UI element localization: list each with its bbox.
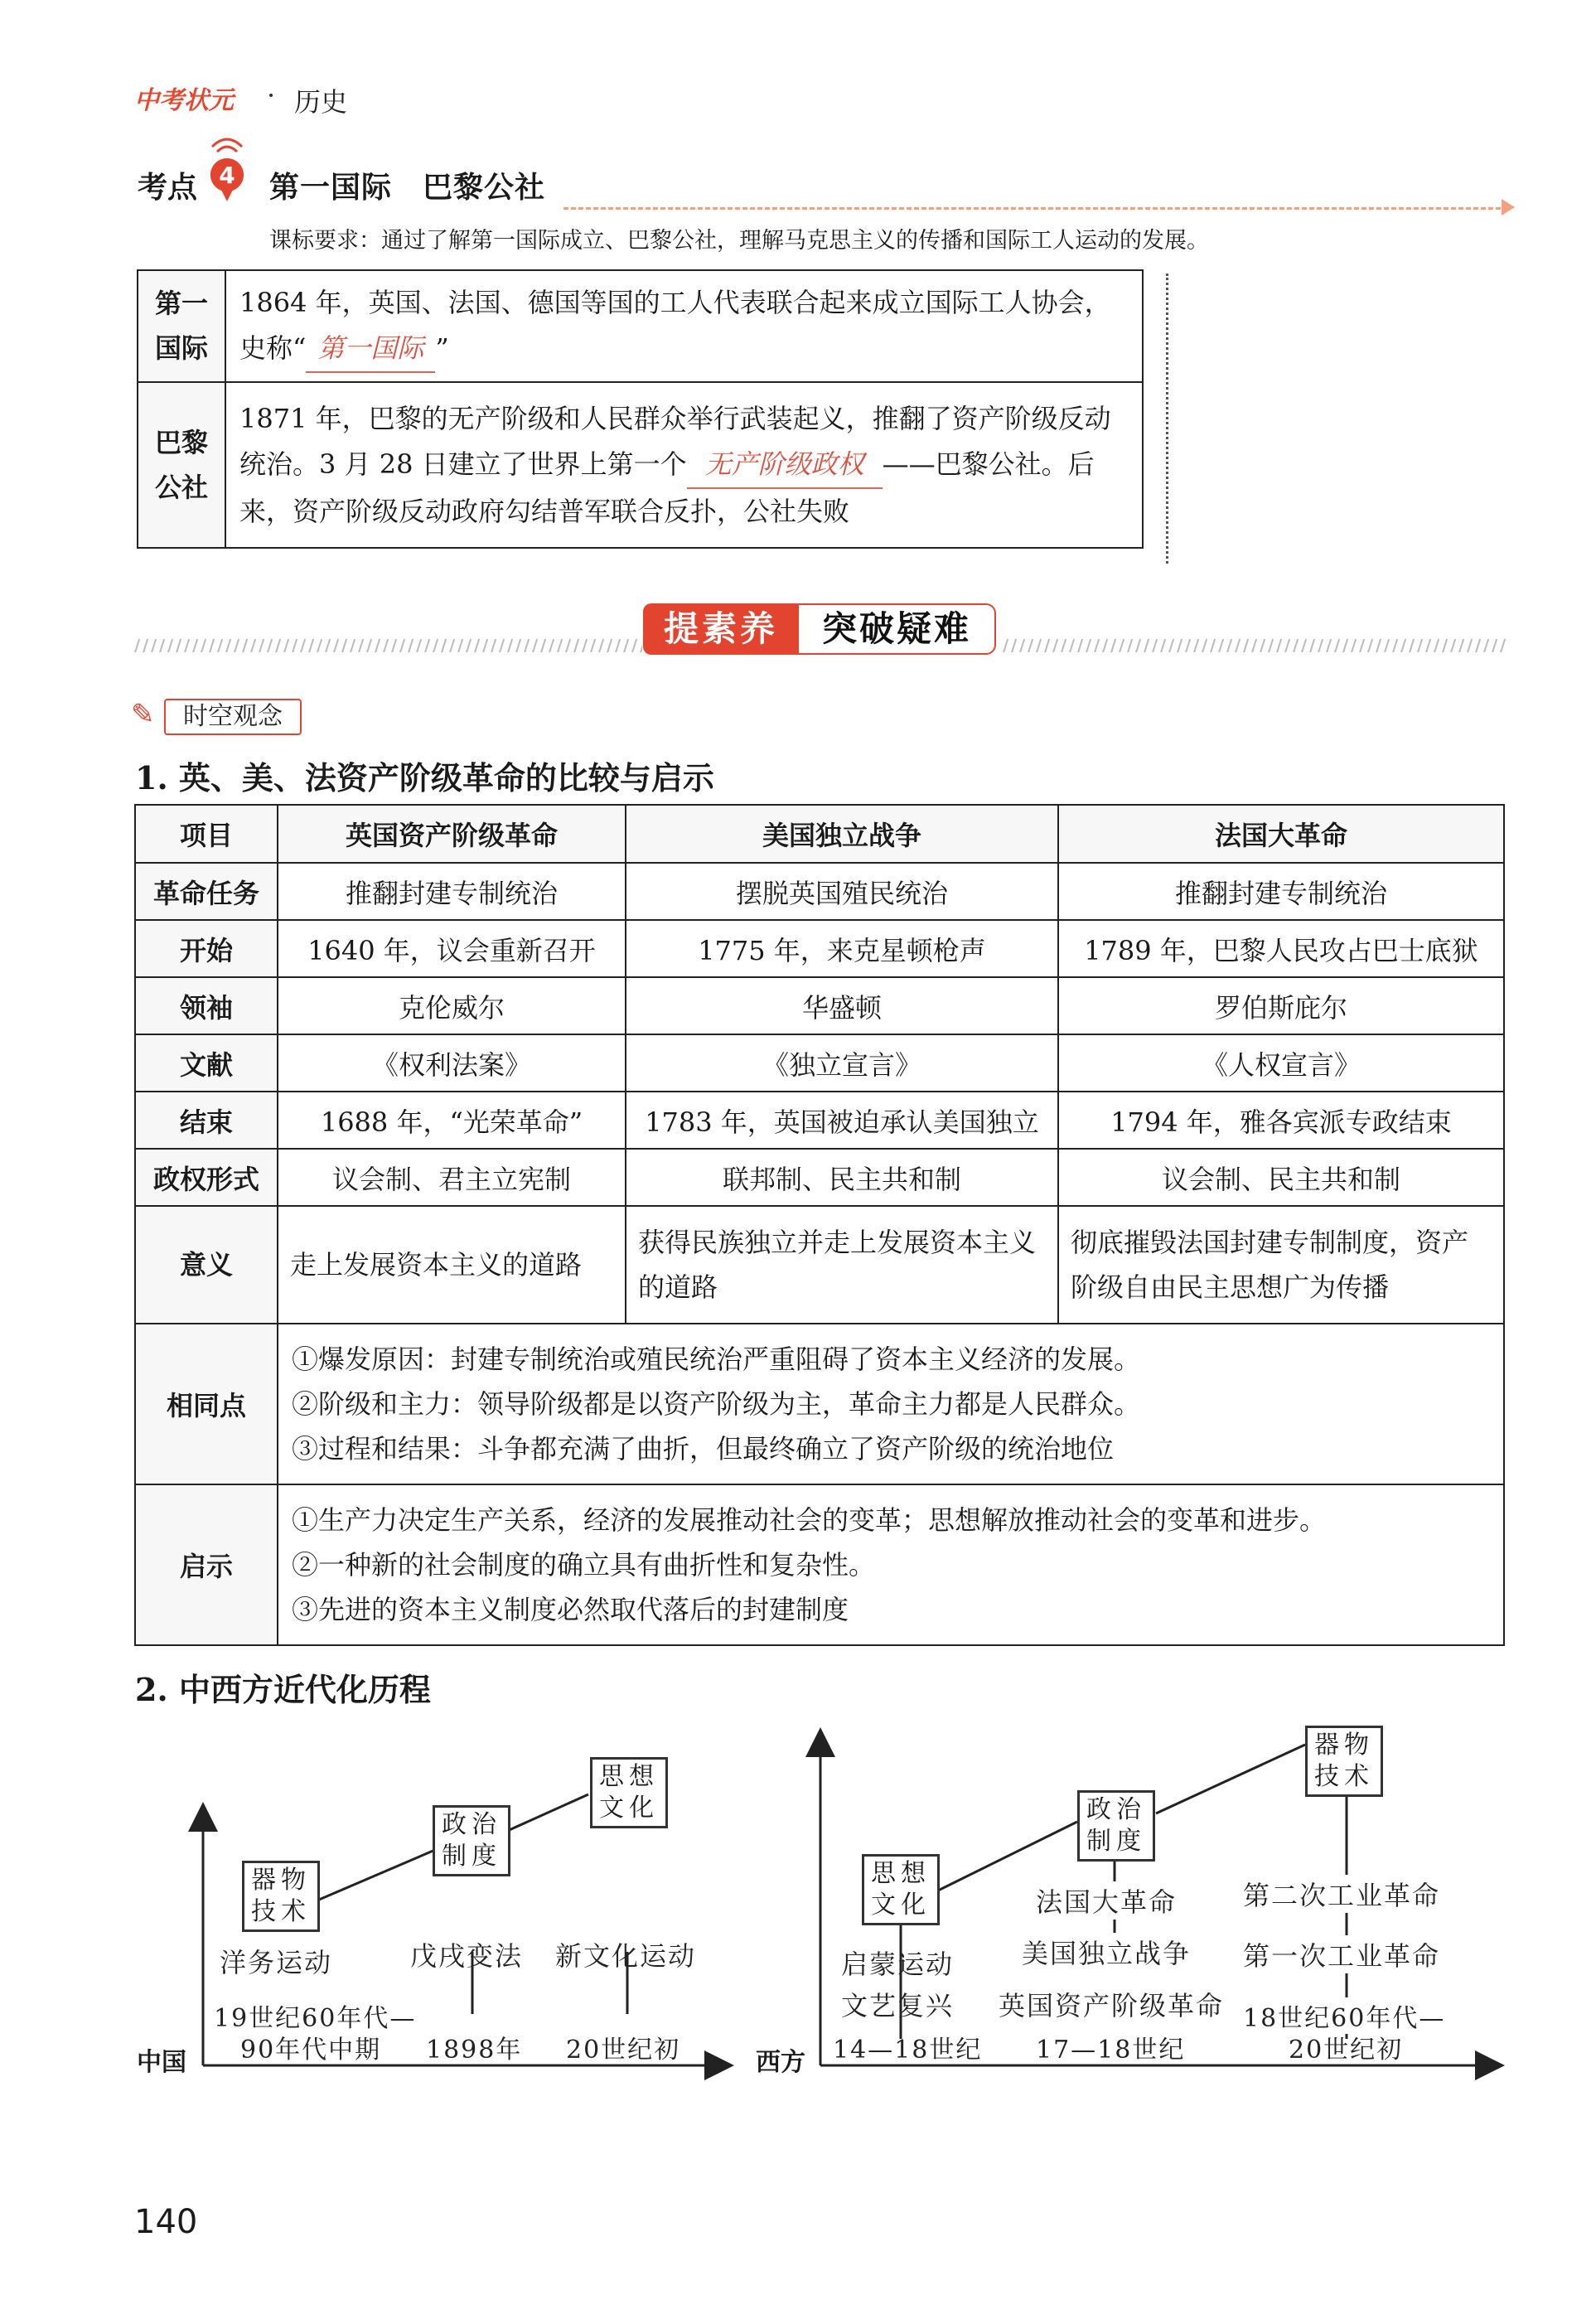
row-label: 意义 xyxy=(135,1206,278,1324)
list-item: ①爆发原因：封建专制统治或殖民统治严重阻碍了资本主义经济的发展。 xyxy=(292,1344,1141,1375)
table-cell: 罗伯斯庇尔 xyxy=(1058,977,1504,1034)
signal-arc-icon xyxy=(217,147,237,152)
page-number: 140 xyxy=(134,2203,198,2241)
west-time: 14—18世纪 xyxy=(833,2036,983,2065)
table-cell: 走上发展资本主义的道路 xyxy=(278,1206,626,1324)
table-cell: 推翻封建专制统治 xyxy=(1058,863,1504,920)
west-time: 18世纪60年代— xyxy=(1243,1997,1445,2034)
intro-table xyxy=(137,269,1144,549)
insights-cell xyxy=(278,1484,1504,1645)
table-header-row xyxy=(135,805,1504,863)
list-item: ③过程和结果：斗争都充满了曲折，但最终确立了资产阶级的统治地位 xyxy=(292,1433,1115,1465)
column-header: 项目 xyxy=(135,805,278,863)
west-box-ideas: 思想文化 xyxy=(862,1854,940,1925)
similarities-cell xyxy=(278,1324,1504,1484)
table-cell: 华盛顿 xyxy=(626,977,1058,1034)
banner-left-label: 提素养 xyxy=(643,603,799,655)
row-label: 领袖 xyxy=(135,977,278,1034)
row-label-text: 第一国际 xyxy=(154,288,208,364)
china-time: 20世纪初 xyxy=(566,2036,681,2065)
header-subject: 历史 xyxy=(294,86,348,118)
row-label: 政权形式 xyxy=(135,1149,278,1206)
column-header: 美国独立战争 xyxy=(626,805,1058,863)
west-axis-label: 西方 xyxy=(756,2048,805,2077)
row-label xyxy=(138,270,225,382)
china-event: 戊戌变法 xyxy=(410,1940,524,1972)
table-cell: 议会制、民主共和制 xyxy=(1058,1149,1504,1206)
row-text xyxy=(225,382,1143,548)
row-label: 开始 xyxy=(135,920,278,977)
table-cell: 《权利法案》 xyxy=(278,1034,626,1092)
section-title-2: 2. 中西方近代化历程 xyxy=(135,1671,431,1708)
china-time: 90年代中期 xyxy=(240,2036,382,2065)
list-item: ①生产力决定生产关系，经济的发展推动社会的变革；思想解放推动社会的变革和进步。 xyxy=(292,1504,1327,1536)
table-cell: 《独立宣言》 xyxy=(626,1034,1058,1092)
table-row xyxy=(135,1324,1504,1484)
china-time: 1898年 xyxy=(426,2036,523,2065)
table-cell: 推翻封建专制统治 xyxy=(278,863,626,920)
table-cell: 1789 年，巴黎人民攻占巴士底狱 xyxy=(1058,920,1504,977)
comparison-table xyxy=(134,804,1505,1646)
dashed-divider xyxy=(563,207,1508,210)
table-row xyxy=(135,1034,1504,1092)
header-separator: · xyxy=(267,80,276,111)
china-box-ideas: 思想文化 xyxy=(590,1757,668,1828)
table-cell: 彻底摧毁法国封建专制制度，资产阶级自由民主思想广为传播 xyxy=(1058,1206,1504,1324)
west-time: 20世纪初 xyxy=(1289,2036,1404,2065)
column-header: 法国大革命 xyxy=(1058,805,1504,863)
west-event: 第一次工业革命 xyxy=(1243,1935,1440,1973)
row-label: 文献 xyxy=(135,1034,278,1092)
curriculum-requirement: 课标要求：通过了解第一国际成立、巴黎公社，理解马克思主义的传播和国际工人运动的发展。 xyxy=(269,228,1209,254)
table-row xyxy=(138,270,1143,382)
west-event: 法国大革命 xyxy=(1036,1881,1177,1920)
row-label: 结束 xyxy=(135,1092,278,1149)
list-item: ③先进的资本主义制度必然取代落后的封建制度 xyxy=(292,1594,849,1625)
table-cell: 1688 年，“光荣革命” xyxy=(278,1092,626,1149)
table-cell: 《人权宣言》 xyxy=(1058,1034,1504,1092)
row-label: 相同点 xyxy=(135,1324,278,1484)
china-trend-segment xyxy=(505,1794,588,1832)
china-trend-segment xyxy=(319,1850,435,1900)
brand-logo: 中考状元 xyxy=(134,86,234,115)
table-cell: 1775 年，来克星顿枪声 xyxy=(626,920,1058,977)
arrow-icon xyxy=(1502,199,1515,215)
row-text-part: ” xyxy=(435,332,449,364)
table-cell: 1783 年，英国被迫承认美国独立 xyxy=(626,1092,1058,1149)
table-row xyxy=(135,920,1504,977)
row-text-part: 1864 年，英国、法国、德国等国的工人代表联合起来成立国际工人协会，史称“ xyxy=(239,286,1111,364)
answer-blank: 第一国际 xyxy=(306,326,435,373)
row-text-part: ——巴黎公社。后来，资产阶级反动政府勾结普军联合反扑，公社失败 xyxy=(239,448,1095,527)
kaodian-title: 第一国际 巴黎公社 xyxy=(269,171,546,205)
vertical-dotted-line xyxy=(1166,274,1168,564)
table-row xyxy=(135,1206,1504,1324)
west-event: 美国独立战争 xyxy=(1022,1933,1191,1971)
section-tag: 时空观念 xyxy=(164,699,302,735)
west-event: 第二次工业革命 xyxy=(1243,1875,1440,1913)
china-event: 洋务运动 xyxy=(220,1947,333,1978)
list-item: ②一种新的社会制度的确立具有曲折性和复杂性。 xyxy=(292,1549,876,1581)
china-box-politics: 政治制度 xyxy=(433,1805,510,1876)
column-header: 英国资产阶级革命 xyxy=(278,805,626,863)
section-title-1: 1. 英、美、法资产阶级革命的比较与启示 xyxy=(135,759,714,796)
table-row xyxy=(135,977,1504,1034)
list-item: ②阶级和主力：领导阶级都是以资产阶级为主，革命主力都是人民群众。 xyxy=(292,1388,1141,1420)
table-row xyxy=(135,1092,1504,1149)
banner-hatch-right xyxy=(1001,634,1507,661)
table-cell: 获得民族独立并走上发展资本主义的道路 xyxy=(626,1206,1058,1324)
west-trend-segment xyxy=(1156,1745,1305,1813)
table-row xyxy=(135,1149,1504,1206)
table-cell: 1794 年，雅各宾派专政结束 xyxy=(1058,1092,1504,1149)
table-row xyxy=(138,382,1143,548)
west-box-politics: 政治制度 xyxy=(1077,1790,1155,1862)
china-time: 19世纪60年代— xyxy=(214,2004,417,2033)
row-label: 启示 xyxy=(135,1484,278,1645)
row-label-text: 巴黎公社 xyxy=(154,426,208,503)
west-event: 文艺复兴 xyxy=(841,1990,955,2021)
kaodian-number: 4 xyxy=(219,162,235,189)
banner-right-label: 突破疑难 xyxy=(797,603,996,655)
table-cell: 1640 年，议会重新召开 xyxy=(278,920,626,977)
table-cell: 克伦威尔 xyxy=(278,977,626,1034)
table-row xyxy=(135,1484,1504,1645)
west-event: 启蒙运动 xyxy=(841,1949,955,1980)
west-event: 英国资产阶级革命 xyxy=(999,1985,1224,2023)
table-cell: 议会制、君主立宪制 xyxy=(278,1149,626,1206)
answer-blank: 无产阶级政权 xyxy=(687,442,883,489)
west-box-objects: 器物技术 xyxy=(1305,1726,1383,1797)
row-label xyxy=(138,382,225,548)
china-event: 新文化运动 xyxy=(555,1940,697,1972)
banner-hatch-left xyxy=(133,634,642,661)
row-text xyxy=(225,270,1143,382)
kaodian-prefix: 考点 xyxy=(138,171,198,205)
table-cell: 摆脱英国殖民统治 xyxy=(626,863,1058,920)
china-box-objects: 器物技术 xyxy=(242,1861,320,1932)
table-cell: 联邦制、民主共和制 xyxy=(626,1149,1058,1206)
row-text-part: 1871 年，巴黎的无产阶级和人民群众举行武装起义，推翻了资产阶级反动统治。3 月 28 日建立了世界上第一个 xyxy=(239,402,1111,480)
china-axis-label: 中国 xyxy=(137,2048,186,2077)
table-row xyxy=(135,863,1504,920)
kaodian-number-badge xyxy=(209,137,245,203)
pen-icon: ✎ xyxy=(131,698,155,731)
row-label: 革命任务 xyxy=(135,863,278,920)
west-time: 17—18世纪 xyxy=(1036,2036,1186,2065)
